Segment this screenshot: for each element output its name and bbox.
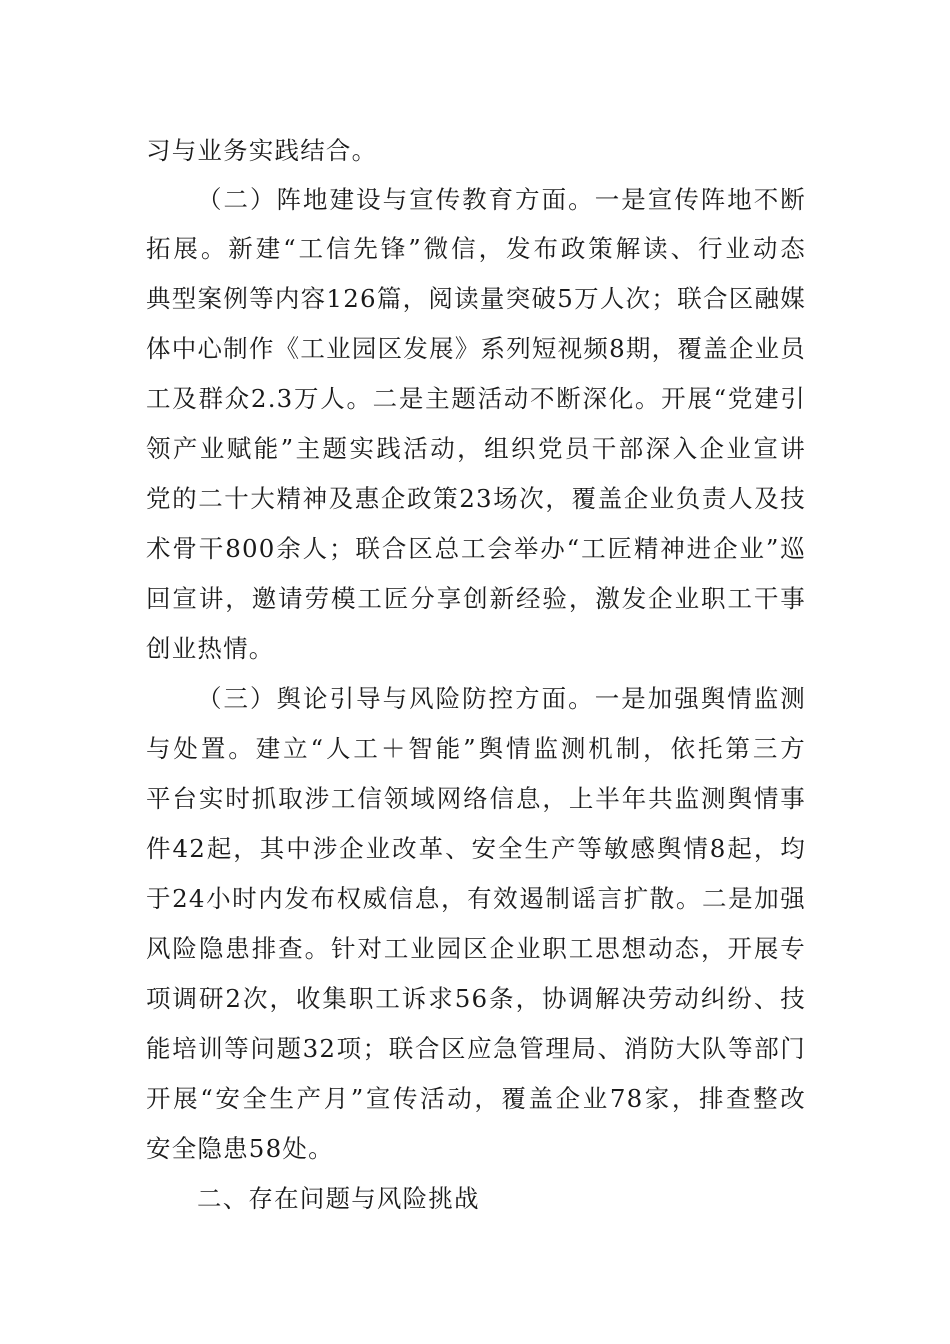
text-line: 体中心制作《工业园区发展》系列短视频8期，覆盖企业员 bbox=[146, 334, 806, 363]
text-line: 领产业赋能”主题实践活动，组织党员干部深入企业宣讲 bbox=[146, 434, 806, 463]
text-line: 风险隐患排查。针对工业园区企业职工思想动态，开展专 bbox=[146, 934, 806, 963]
text-line: 习与业务实践结合。 bbox=[146, 136, 378, 165]
text-line: 与处置。建立“人工＋智能”舆情监测机制，依托第三方 bbox=[146, 734, 806, 763]
text-line: 工及群众2.3万人。二是主题活动不断深化。开展“党建引 bbox=[146, 384, 806, 413]
text-line: 开展“安全生产月”宣传活动，覆盖企业78家，排查整改 bbox=[146, 1084, 806, 1113]
text-line: 典型案例等内容126篇，阅读量突破5万人次；联合区融媒 bbox=[146, 284, 806, 313]
text-line: 安全隐患58处。 bbox=[146, 1134, 334, 1163]
text-line: 项调研2次，收集职工诉求56条，协调解决劳动纠纷、技 bbox=[146, 984, 806, 1013]
text-line: 拓展。新建“工信先锋”微信，发布政策解读、行业动态 bbox=[146, 234, 806, 263]
text-line: 术骨干800余人；联合区总工会举办“工匠精神进企业”巡 bbox=[146, 534, 806, 563]
section-heading: 二、存在问题与风险挑战 bbox=[197, 1184, 480, 1213]
text-line: 平台实时抓取涉工信领域网络信息，上半年共监测舆情事 bbox=[146, 784, 806, 813]
paragraph-heading-2: （二）阵地建设与宣传教育方面。一是宣传阵地不断 bbox=[197, 185, 806, 214]
text-line: 件42起，其中涉企业改革、安全生产等敏感舆情8起，均 bbox=[146, 834, 806, 863]
text-line: 党的二十大精神及惠企政策23场次，覆盖企业负责人及技 bbox=[146, 484, 806, 513]
text-line: 创业热情。 bbox=[146, 634, 275, 663]
paragraph-heading-3: （三）舆论引导与风险防控方面。一是加强舆情监测 bbox=[197, 684, 806, 713]
text-line: 能培训等问题32项；联合区应急管理局、消防大队等部门 bbox=[146, 1034, 806, 1063]
text-line: 回宣讲，邀请劳模工匠分享创新经验，激发企业职工干事 bbox=[146, 584, 806, 613]
text-line: 于24小时内发布权威信息，有效遏制谣言扩散。二是加强 bbox=[146, 884, 806, 913]
